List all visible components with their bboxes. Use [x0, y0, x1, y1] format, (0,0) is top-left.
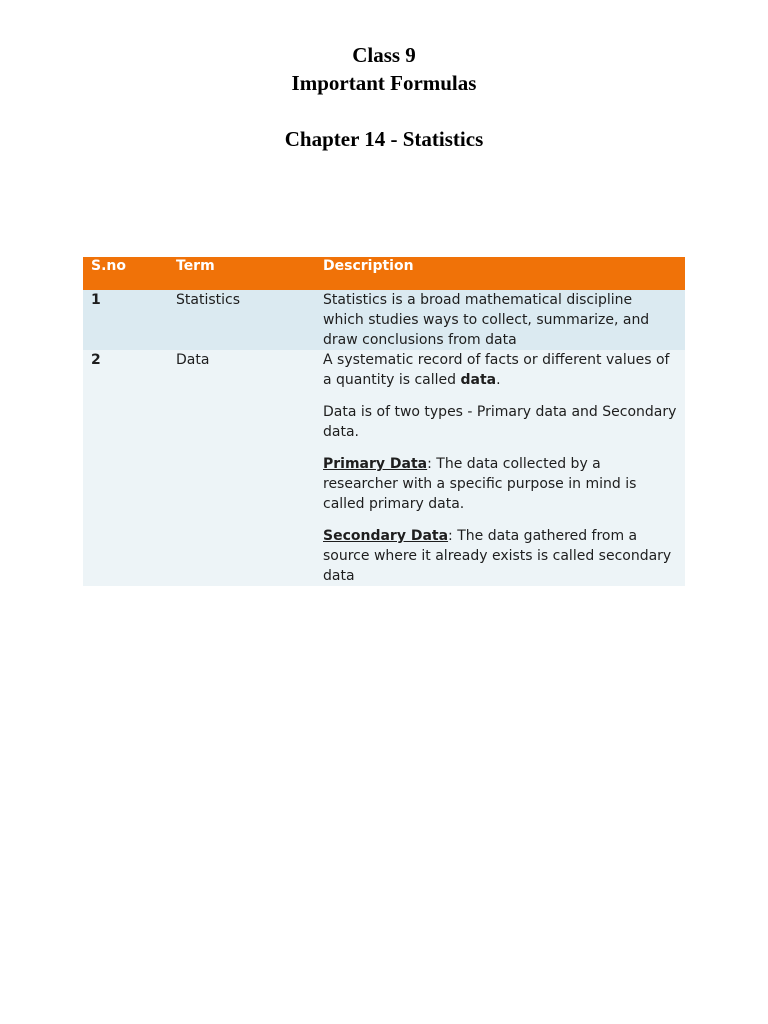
column-header-term: Term	[168, 257, 315, 290]
row-description	[315, 350, 685, 586]
row-term: Statistics	[168, 290, 315, 350]
column-header-description: Description	[315, 257, 685, 290]
table-row	[83, 290, 685, 350]
row-sno: 1	[83, 290, 168, 350]
table-row	[83, 350, 685, 586]
row-description: Statistics is a broad mathematical discipline which studies ways to collect, summarize, and draw conclusions from data	[315, 290, 685, 350]
primary-data-label: Primary Data	[323, 456, 428, 472]
chapter-title: Chapter 14 - Statistics	[284, 127, 484, 151]
primary-data-definition: Primary Data: The data collected by a researcher with a specific purpose in mind is called primary data.	[323, 456, 637, 512]
data-types: Data is of two types - Primary data and Secondary data.	[323, 404, 677, 440]
data-definition: A systematic record of facts or different values of a quantity is called data.	[323, 352, 670, 388]
secondary-data-definition: Secondary Data: The data gathered from a source where it already exists is called secondary data	[323, 528, 672, 584]
page-subtitle: Important Formulas	[291, 71, 477, 95]
data-keyword: data	[460, 372, 497, 388]
class-title: Class 9	[352, 43, 416, 67]
secondary-data-label: Secondary Data	[323, 528, 449, 544]
table-header-row	[83, 257, 685, 290]
row-term: Data	[168, 350, 315, 586]
terms-table	[83, 257, 685, 586]
column-header-sno: S.no	[83, 257, 168, 290]
row-sno: 2	[83, 350, 168, 586]
